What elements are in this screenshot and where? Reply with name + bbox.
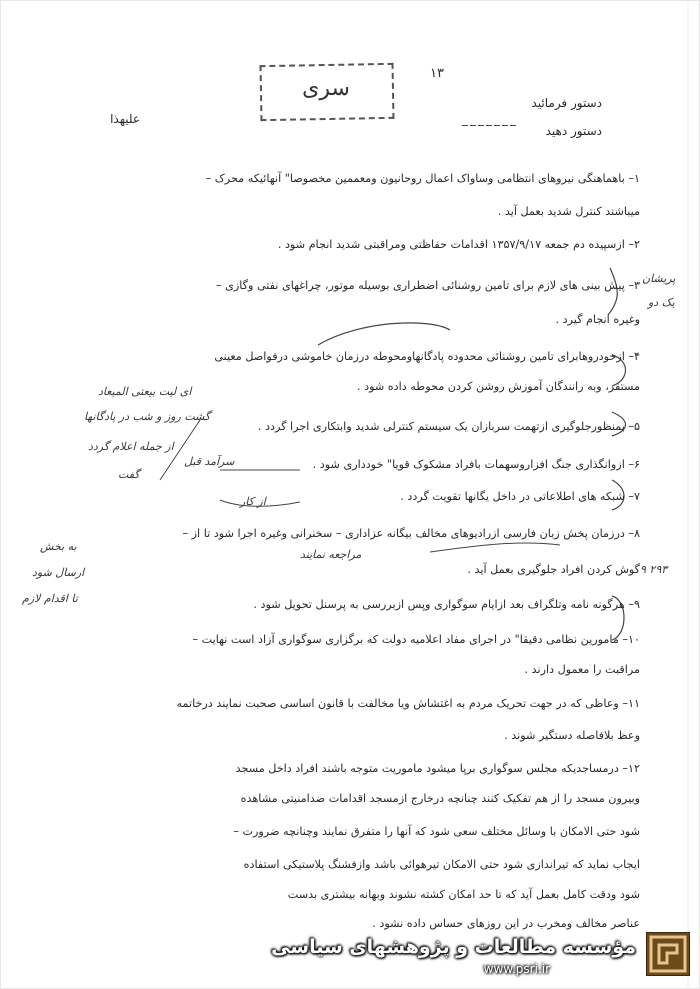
- handwritten-note: گشت روز و شب در پادگانها: [84, 410, 211, 423]
- body-line: ۸– درزمان پخش زبان فارسی ازرادیوهای مخالف بیگانه عزاداری – سخنرانی وغیره اجرا شود تا از –: [182, 527, 640, 540]
- handwritten-note: تا اقدام لازم: [22, 592, 78, 605]
- handwritten-note: یک دو: [648, 296, 675, 309]
- secret-stamp: سری: [302, 76, 350, 101]
- body-line: مراقبت را معمول دارند .: [524, 663, 640, 676]
- body-line: ۱۱– وعاظی که در جهت تحریک مردم به اغتشاش ویا مخالفت با قانون اساسی صحبت نمایند درخاتمه: [176, 697, 640, 710]
- body-line: شود ودقت کامل بعمل آید که تا حد امکان کشته نشوند وبهانه بیشتری بدست: [287, 888, 640, 901]
- handwritten-note: پریشان: [642, 272, 676, 285]
- body-line: وبیرون مسجد را از هم تفکیک کنند چنانچه درخارج ازمسجد اقدامات ضدامنیتی مشاهده: [240, 792, 640, 805]
- body-line: ۲– ازسپیده دم جمعه ۱۳۵۷/۹/۱۷ اقدامات حفاظتی ومراقبتی شدید انجام شود .: [277, 238, 640, 251]
- body-line: ۴– ازخودروهابرای تامین روشنائی محدوده پادگانهاومحوطه درزمان خاموشی درفواصل معینی: [214, 350, 640, 363]
- body-line: ۷– شبکه های اطلاعاتی در داخل یگانها تقویت گردد .: [400, 490, 640, 503]
- handwritten-note: به بخش: [40, 540, 77, 553]
- handwritten-note: ای لیت بیعتی المیعاد: [98, 385, 192, 398]
- body-line: عناصر مخالف ومخرب در این روزهای حساس داده نشود .: [372, 917, 640, 930]
- body-line: وغیره انجام گیرد .: [555, 313, 640, 326]
- handwritten-note: مراجعه نمایند: [300, 548, 362, 561]
- handwritten-note: از جمله اعلام گردد: [88, 440, 174, 453]
- order-line-2: دستور دهید: [545, 124, 602, 138]
- body-line: میباشند کنترل شدید بعمل آید .: [497, 205, 640, 218]
- body-line: مستقر، وبه رانندگان آموزش روشن کردن محوطه داده شود .: [357, 380, 640, 393]
- body-line: ۵– بمنظورجلوگیری ازتهمت سربازان یک سیستم کنترلی شدید وابتکاری اجرا گردد .: [257, 420, 640, 433]
- handwritten-note: گفت: [118, 468, 140, 481]
- stamp-number: ۱۳: [430, 66, 444, 81]
- body-line: ۳– پیش بینی های لازم برای تامین روشنائی اضطراری بوسیله موتور، چراغهای نفتی وگازی –: [215, 279, 640, 292]
- body-line: ۱– باهماهنگی نیروهای انتظامی وساواک اعمال روحانیون ومعممین مخصوصا" آنهائیکه محرک –: [205, 172, 640, 185]
- body-line: ایجاب نماید که تیراندازی شود حتی الامکان تیرهوائی باشد وازفشنگ پلاستیکی استفاده: [243, 858, 640, 871]
- body-line: ۱۲– درمساجدیکه مجلس سوگواری برپا میشود ماموریت متوجه باشند افراد داخل مسجد: [235, 762, 640, 775]
- handwritten-date: ۹ ۲۹۳: [640, 563, 668, 576]
- order-line-1: دستور فرمائید: [531, 96, 602, 110]
- body-line: ۱۰– مامورین نظامی دقیقا" در اجرای مفاد اعلامیه دولت که برگزاری سوگواری آزاد است نهایت –: [192, 633, 640, 646]
- footer-title: مؤسسه مطالعات و پژوهشهای سیاسی: [271, 936, 636, 958]
- psri-logo: [646, 932, 690, 976]
- handwritten-note: از کار: [240, 495, 266, 508]
- body-line: گوش کردن افراد جلوگیری بعمل آید .: [467, 563, 640, 576]
- body-line: وعظ بلافاصله دستگیر شوند .: [504, 729, 640, 742]
- header-dashes: _______: [462, 112, 518, 126]
- handwritten-note: ارسال شود: [32, 566, 85, 579]
- body-line: ۶– ازوانگذاری جنگ افزاروسهمات بافراد مشکوک قویا" خودداری شود .: [312, 458, 640, 471]
- handwritten-note: سرآمد قبل: [184, 455, 235, 468]
- header-prefix: علیهذا: [110, 112, 140, 126]
- body-line: شود حتی الامکان با وسائل مختلف سعی شود که آنها را متفرق نمایند وچنانچه ضرورت –: [233, 825, 640, 838]
- body-line: ۹– هرگونه نامه وتلگراف بعد ازایام سوگواری وپس ازبررسی به پرسنل تحویل شود .: [253, 598, 640, 611]
- footer-url[interactable]: www.psri.ir: [483, 962, 550, 976]
